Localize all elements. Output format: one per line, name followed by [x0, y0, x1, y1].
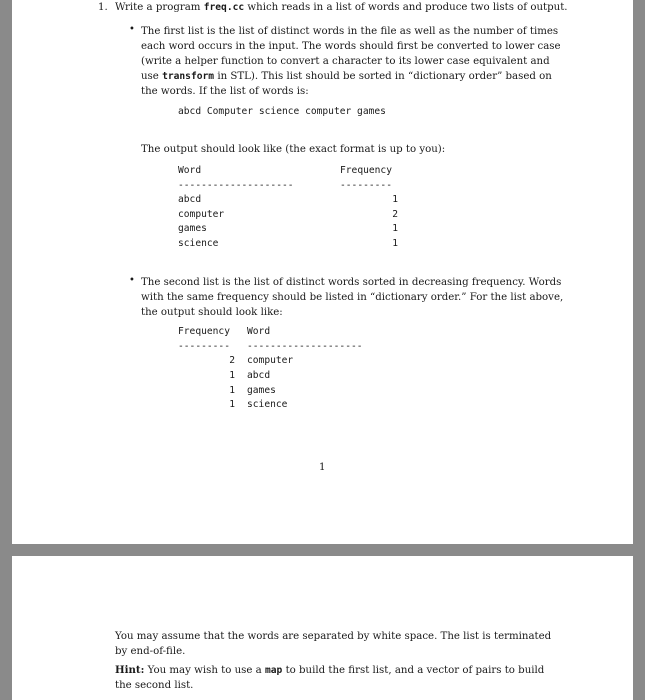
- bullet2-line1: The second list is the list of distinct words sorted in decreasing frequency. Words: [141, 277, 562, 288]
- item-text-before: Write a program: [115, 2, 201, 13]
- item-text-after: which reads in a list of words and produce two lists of output.: [247, 2, 568, 13]
- transform-code: transform: [162, 71, 215, 82]
- table-row-word: science: [178, 238, 219, 249]
- map-code: map: [264, 665, 283, 676]
- bullet1-paragraph: [141, 24, 561, 99]
- table1-header-word: Word: [178, 165, 202, 176]
- table2-header-word: Word: [247, 326, 271, 337]
- table-row-word: abcd: [178, 194, 202, 205]
- hint-label: Hint:: [115, 664, 145, 676]
- example-input: abcd Computer science computer games: [178, 106, 386, 117]
- page2-line2: by end-of-file.: [115, 646, 186, 657]
- document-page-2: [12, 556, 633, 700]
- page2-line1: You may assume that the words are separated by white space. The list is terminated: [115, 631, 552, 642]
- table1-header-freq: Frequency: [340, 165, 392, 176]
- table-row-word: abcd: [247, 370, 271, 381]
- bullet1-line5: the words. If the list of words is:: [141, 86, 309, 97]
- table-row-freq: 1: [392, 223, 398, 234]
- table-row-freq: 1: [229, 385, 235, 396]
- table-row-freq: 2: [392, 209, 398, 220]
- bullet2-line3: the output should look like:: [141, 307, 283, 318]
- item-code: freq.cc: [203, 2, 245, 13]
- table-row-word: games: [178, 223, 207, 234]
- bullet-dot-2: •: [129, 275, 135, 286]
- table-row-freq: 1: [229, 399, 235, 410]
- table2-sep-freq: ---------: [178, 341, 230, 352]
- table-row-freq: 1: [229, 370, 235, 381]
- table2-sep-word: --------------------: [247, 341, 363, 352]
- table-row-freq: 2: [229, 355, 235, 366]
- hint-before: You may wish to use a: [147, 665, 262, 676]
- output-intro: The output should look like (the exact format is up to you):: [141, 144, 446, 155]
- hint-paragraph: [115, 663, 560, 693]
- item-number: 1.: [98, 2, 108, 13]
- bullet1-line1: The first list is the list of distinct words in the file as well as the number of times: [141, 26, 559, 37]
- bullet1-line4-before: use: [141, 71, 159, 82]
- bullet2-line2: with the same frequency should be listed in “dictionary order.” For the list above,: [141, 292, 564, 303]
- table-row-freq: 1: [392, 238, 398, 249]
- page-number: 1: [319, 462, 326, 473]
- table2-header-freq: Frequency: [178, 326, 230, 337]
- table1-sep-word: --------------------: [178, 180, 294, 191]
- bullet1-line4: [141, 69, 561, 84]
- table-row-word: science: [247, 399, 288, 410]
- table-row-word: computer: [178, 209, 225, 220]
- bullet1-line3: (write a helper function to convert a character to its lower case equivalent and: [141, 56, 550, 67]
- table-row-freq: 1: [392, 194, 398, 205]
- bullet2-paragraph: [141, 275, 564, 320]
- bullet1-line2: each word occurs in the input. The words should first be converted to lower case: [141, 41, 561, 52]
- table-row-word: games: [247, 385, 276, 396]
- hint-after: to build the first list, and a vector of pairs to build: [285, 665, 545, 676]
- document-page-1: [12, 0, 633, 544]
- page2-paragraph: [115, 629, 560, 659]
- table-row-word: computer: [247, 355, 294, 366]
- bullet1-line4-after: in STL). This list should be sorted in “dictionary order” based on: [217, 71, 552, 82]
- bullet-dot-1: •: [129, 24, 135, 35]
- table1-sep-freq: ---------: [340, 180, 392, 191]
- item-heading: [115, 0, 568, 15]
- hint-line2: the second list.: [115, 680, 194, 691]
- hint-line1: [115, 663, 560, 678]
